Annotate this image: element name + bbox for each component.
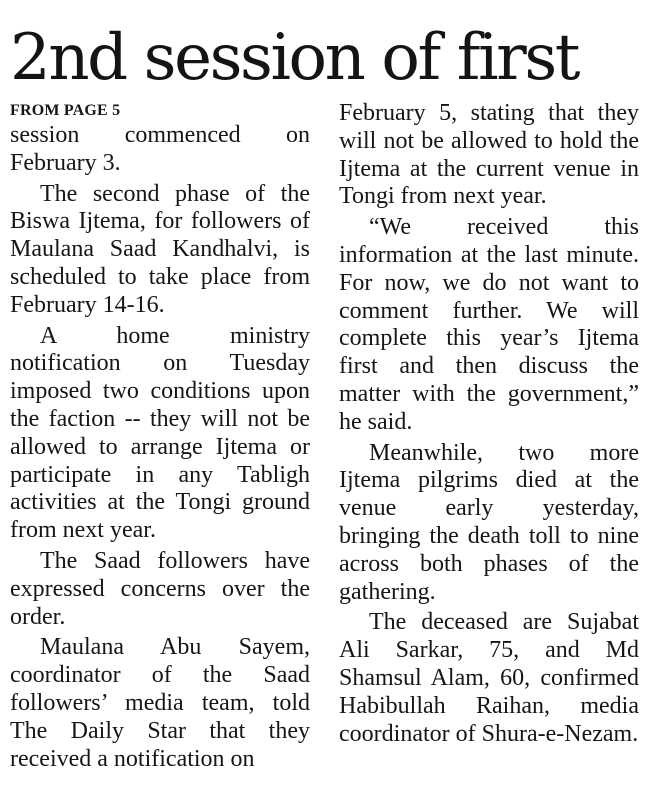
right-column: [339, 100, 639, 748]
paragraph: February 5, stating that they will not be allowed to hold the Ijtema at the current venue in Tongi from next year.: [339, 100, 639, 210]
paragraph: The Saad followers have expressed concerns over the order.: [10, 547, 310, 630]
article-body: [10, 100, 639, 811]
paragraph: Meanwhile, two more Ijtema pilgrims died at the venue early yesterday, bringing the death toll to nine across both phases of the gathering.: [339, 439, 639, 605]
paragraph: session commenced on February 3.: [10, 122, 310, 176]
jump-line: FROM PAGE 5: [10, 102, 121, 119]
paragraph: A home ministry notification on Tuesday imposed two conditions upon the faction -- they will not be allowed to arrange Ijtema or participate in any Tabligh activities at the Tongi ground from next year.: [10, 322, 310, 544]
paragraph: The deceased are Sujabat Ali Sarkar, 75, and Md Shamsul Alam, 60, confirmed Habibullah Raihan, media coordinator of Shura-e-Nezam.: [339, 609, 639, 747]
paragraph: The second phase of the Biswa Ijtema, for followers of Maulana Saad Kandhalvi, is scheduled to take place from February 14-16.: [10, 180, 310, 318]
left-column: [10, 100, 310, 773]
paragraph: “We received this information at the last minute. For now, we do not want to comment further. We will complete this year’s Ijtema first and then discuss the matter with the government,” he said.: [339, 214, 639, 435]
headline: 2nd session of first: [10, 21, 579, 95]
paragraph: Maulana Abu Sayem, coordinator of the Saad followers’ media team, told The Daily Star that they received a notification on: [10, 634, 310, 772]
